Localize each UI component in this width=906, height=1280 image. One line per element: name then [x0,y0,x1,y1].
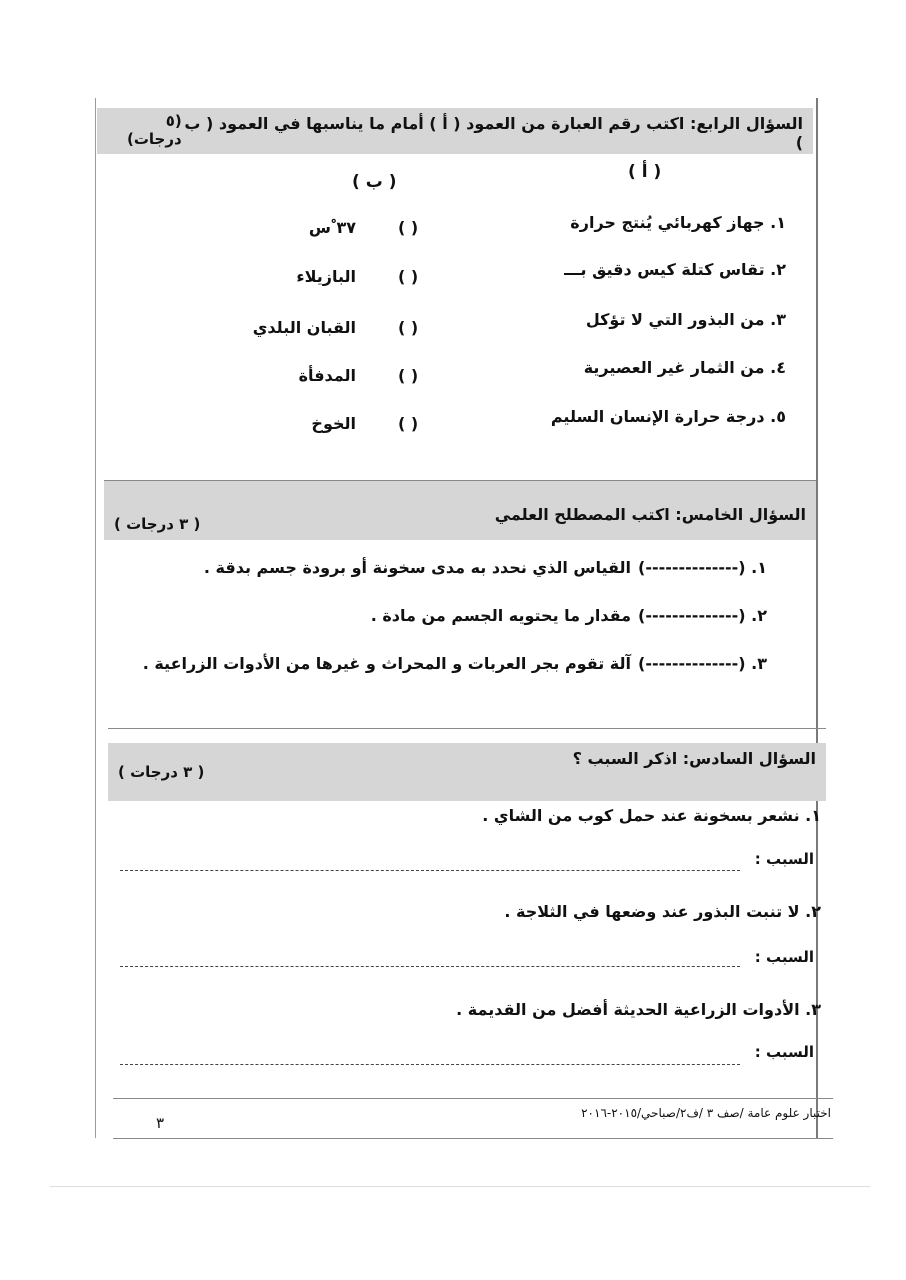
q6-row-text-1: ١. نشعر بسخونة عند حمل كوب من الشاي . [482,806,821,825]
question-5-header [104,481,816,540]
q4-row-a-1: ١. جهاز كهربائي يُنتج حرارة [570,213,786,232]
q4-row-a-2: ٢. تقاس كتلة كيس دقيق بـــ [564,260,786,279]
q4-row-a-5: ٥. درجة حرارة الإنسان السليم [550,407,786,426]
column-b-title: ( ب ) [352,172,397,192]
q4-row-b-2: البازيلاء [296,267,356,286]
footer-bottom-rule [113,1138,833,1139]
q4-row-a-3: ٣. من البذور التي لا تؤكل [585,310,786,329]
q4-row-blank-1[interactable]: ( ) [398,218,419,237]
q4-row-blank-3[interactable]: ( ) [398,318,419,337]
page-number: ٣ [156,1114,165,1132]
q4-row-blank-5[interactable]: ( ) [398,414,419,433]
footer-exam-info: اختبار علوم عامة /صف ٣ /ف٢/صباحي/٢٠١٥-٢٠١٦ [581,1106,831,1120]
question-6-title: السؤال السادس: اذكر السبب ؟ [572,749,816,768]
q4-row-blank-4[interactable]: ( ) [398,366,419,385]
q6-answer-line-2[interactable] [120,966,740,967]
q5-row-num-2[interactable]: ٢. (--------------) [638,606,768,625]
scan-artifact-line [50,1186,870,1187]
question-5-marks: ( ٣ درجات ) [114,515,201,533]
q6-answer-line-3[interactable] [120,1064,740,1065]
q5-row-text-2: مقدار ما يحتويه الجسم من مادة . [370,606,631,625]
q4-row-b-5: الخوخ [311,414,356,433]
q5-row-num-3[interactable]: ٣. (--------------) [638,654,768,673]
q5-row-num-1[interactable]: ١. (--------------) [638,558,768,577]
column-a-title: ( أ ) [628,162,662,182]
q4-row-b-4: المدفأة [298,366,356,385]
q6-reason-label-2: السبب : [754,948,814,966]
question-6-marks: ( ٣ درجات ) [118,763,205,781]
q6-answer-line-1[interactable] [120,870,740,871]
question-4-marks: (٥ درجات) [127,112,182,148]
q5-row-text-1: القياس الذي نحدد به مدى سخونة أو برودة جسم بدقة . [203,558,631,577]
q4-row-a-4: ٤. من الثمار غير العصيرية [583,358,786,377]
q6-reason-label-3: السبب : [754,1043,814,1061]
q6-reason-label-1: السبب : [754,850,814,868]
question-4-title: السؤال الرابع: اكتب رقم العبارة من العمود ( أ ) أمام ما يناسبها في العمود ( ب ) [184,114,803,152]
question-4-section [97,108,813,154]
question-6-section [108,728,826,801]
q5-row-text-3: آلة تقوم بجر العربات و المحراث و غيرها من الأدوات الزراعية . [142,654,631,673]
q6-row-text-3: ٣. الأدوات الزراعية الحديثة أفضل من القديمة . [456,1000,821,1019]
q4-row-blank-2[interactable]: ( ) [398,267,419,286]
question-6-header [108,743,826,801]
question-4-header [97,108,813,154]
question-5-section [104,480,816,540]
question-5-title: السؤال الخامس: اكتب المصطلح العلمي [494,505,806,524]
q4-row-b-3: القبان البلدي [252,318,356,337]
q4-row-b-1: ٣٧ ْس [308,218,356,237]
q6-row-text-2: ٢. لا تنبت البذور عند وضعها في الثلاجة . [504,902,821,921]
footer-rule [113,1098,833,1099]
